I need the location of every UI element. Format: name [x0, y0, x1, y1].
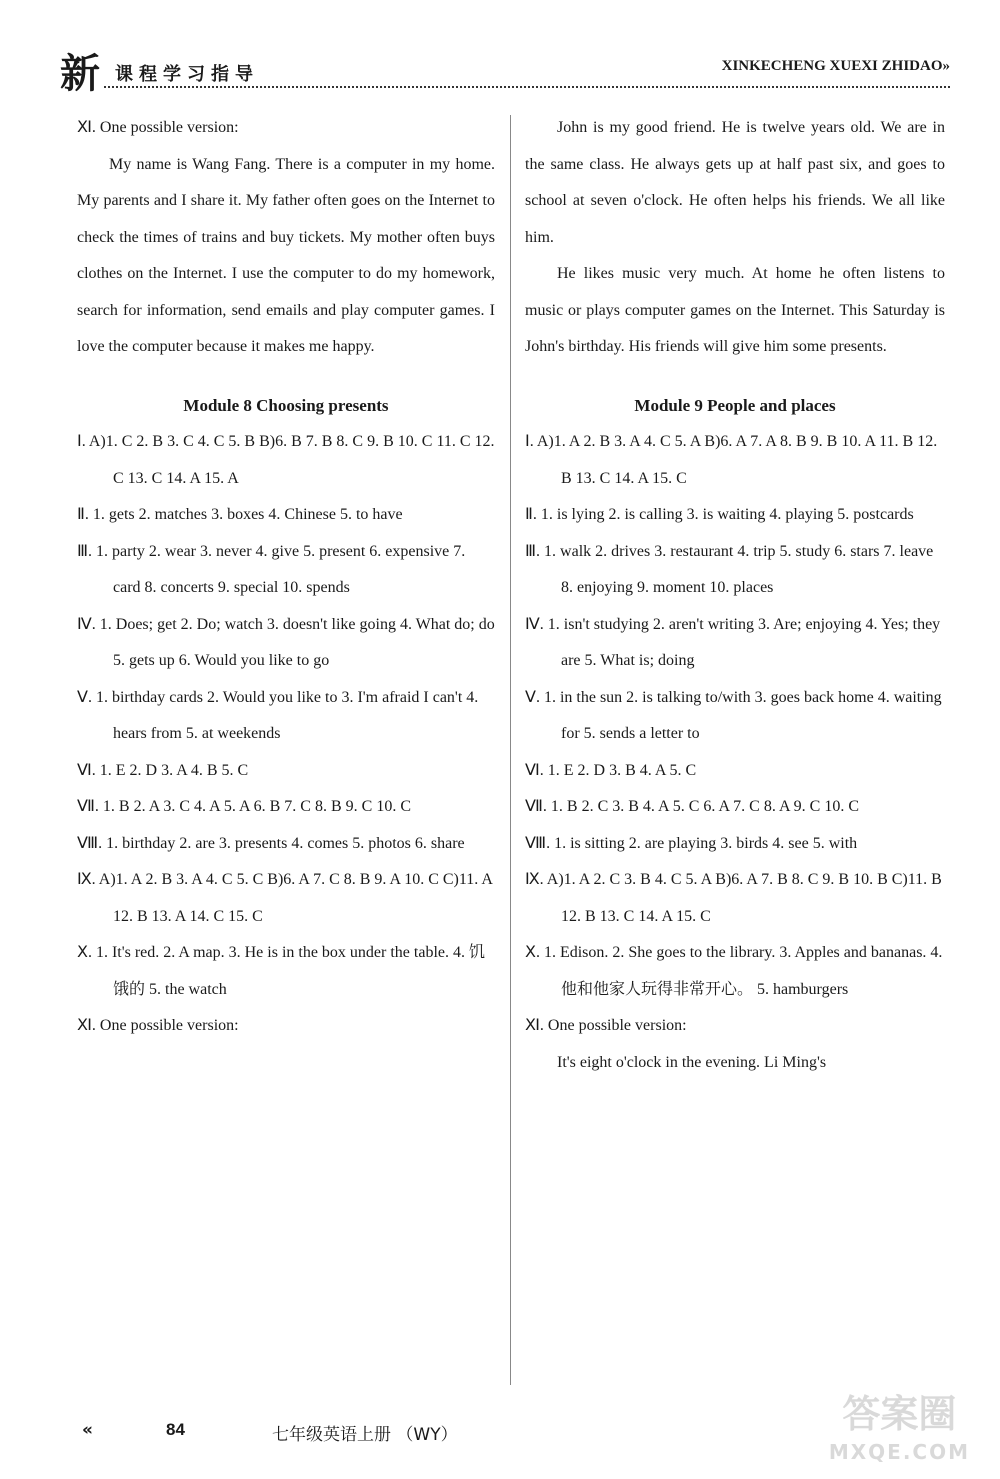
column-divider [510, 115, 511, 1385]
right-column [525, 110, 945, 1081]
answer-item: Ⅰ. A)1. C 2. B 3. C 4. C 5. B B)6. B 7. B 8. C 9. B 10. C 11. C 12. C 13. C 14. A 15. A [77, 433, 495, 487]
watermark-url: MXQE.COM [828, 1440, 970, 1464]
left-column [77, 110, 495, 1045]
watermark-logo [828, 1392, 970, 1471]
answer-item: Ⅲ. 1. walk 2. drives 3. restaurant 4. trip 5. study 6. stars 7. leave 8. enjoying 9. moment 10. places [525, 542, 934, 596]
answer-item: Ⅴ. 1. birthday cards 2. Would you like to 3. I'm afraid I can't 4. hears from 5. at weekends [77, 688, 479, 742]
answer-item: Ⅷ. 1. is sitting 2. are playing 3. birds 4. see 5. with [525, 834, 858, 852]
answer-item: Ⅴ. 1. in the sun 2. is talking to/with 3. goes back home 4. waiting for 5. sends a letter to [525, 688, 942, 742]
answer-item: Ⅳ. 1. isn't studying 2. aren't writing 3. Are; enjoying 4. Yes; they are 5. What is; doing [525, 615, 941, 669]
answer-item: Ⅹ. 1. It's red. 2. A map. 3. He is in the box under the table. 4. 饥饿的 5. the watch [77, 944, 486, 998]
essay-john-p2: He likes music very much. At home he often listens to music or plays computer games on the Internet. This Saturday is John's birthday. His friends will give him some presents. [525, 265, 945, 355]
answer-item: Ⅲ. 1. party 2. wear 3. never 4. give 5. present 6. expensive 7. card 8. concerts 9. special 10. spends [77, 542, 466, 596]
module-8-title: Module 8 Choosing presents [183, 395, 389, 415]
module-9-title: Module 9 People and places [634, 395, 836, 415]
essay-computer: My name is Wang Fang. There is a computer in my home. My parents and I share it. My father often goes on the Internet to check the times of trains and buy tickets. My mother often buys clothes on the Internet. I use the computer to do my homework, search for information, send emails and play computer games. I love the computer because it makes me happy. [77, 155, 495, 355]
spacer [525, 366, 945, 388]
header-divider [104, 86, 950, 88]
page-number: 84 [166, 1420, 185, 1439]
answer-item: Ⅶ. 1. B 2. C 3. B 4. A 5. C 6. A 7. C 8. A 9. C 10. C [525, 798, 859, 815]
book-title: 七年级英语上册 （WY） [272, 1425, 458, 1445]
answer-item: Ⅷ. 1. birthday 2. are 3. presents 4. comes 5. photos 6. share [77, 834, 465, 852]
answer-item: Ⅳ. 1. Does; get 2. Do; watch 3. doesn't like going 4. What do; do 5. gets up 6. Would you like to go [77, 615, 495, 669]
spacer [77, 366, 495, 388]
essay-john-p1: John is my good friend. He is twelve years old. We are in the same class. He always gets up at half past six, and goes to school at seven o'clock. He often helps his friends. We all like him. [525, 119, 945, 246]
page-header [60, 52, 950, 102]
answer-item: Ⅸ. A)1. A 2. C 3. B 4. C 5. A B)6. A 7. B 8. C 9. B 10. B C)11. B 12. B 13. C 14. A 15. C [525, 871, 942, 925]
answer-item: Ⅺ. One possible version: [525, 1017, 687, 1034]
answer-item: Ⅱ. 1. is lying 2. is calling 3. is waiting 4. playing 5. postcards [525, 506, 914, 523]
answer-item: Ⅶ. 1. B 2. A 3. C 4. A 5. A 6. B 7. C 8. B 9. C 10. C [77, 798, 411, 815]
watermark-text: 答案圈 [842, 1392, 957, 1436]
answer-item: Ⅺ. One possible version: [77, 1017, 239, 1034]
logo-xin: 新 [60, 50, 100, 97]
header-title-cn: 课程学习指导 [115, 64, 259, 85]
answer-item: Ⅹ. 1. Edison. 2. She goes to the library. 3. Apples and bananas. 4. 他和他家人玩得非常开心。 5. hamburgers [525, 944, 943, 998]
essay-evening-start: It's eight o'clock in the evening. Li Ming's [557, 1053, 827, 1071]
page-footer [82, 1420, 502, 1450]
answer-item: Ⅵ. 1. E 2. D 3. B 4. A 5. C [525, 761, 697, 779]
answer-item: Ⅸ. A)1. A 2. B 3. A 4. C 5. C B)6. A 7. C 8. B 9. A 10. C C)11. A 12. B 13. A 14. C 15. C [77, 871, 493, 925]
section-xi-label: Ⅺ. One possible version: [77, 119, 239, 136]
answer-item: Ⅱ. 1. gets 2. matches 3. boxes 4. Chinese 5. to have [77, 506, 403, 523]
answer-item: Ⅰ. A)1. A 2. B 3. A 4. C 5. A B)6. A 7. A 8. B 9. B 10. A 11. B 12. B 13. C 14. A 15. C [525, 433, 938, 487]
answer-item: Ⅵ. 1. E 2. D 3. A 4. B 5. C [77, 761, 249, 779]
double-chevron-left-icon: « [82, 1420, 93, 1440]
header-title-en: XINKECHENG XUEXI ZHIDAO» [721, 58, 950, 74]
